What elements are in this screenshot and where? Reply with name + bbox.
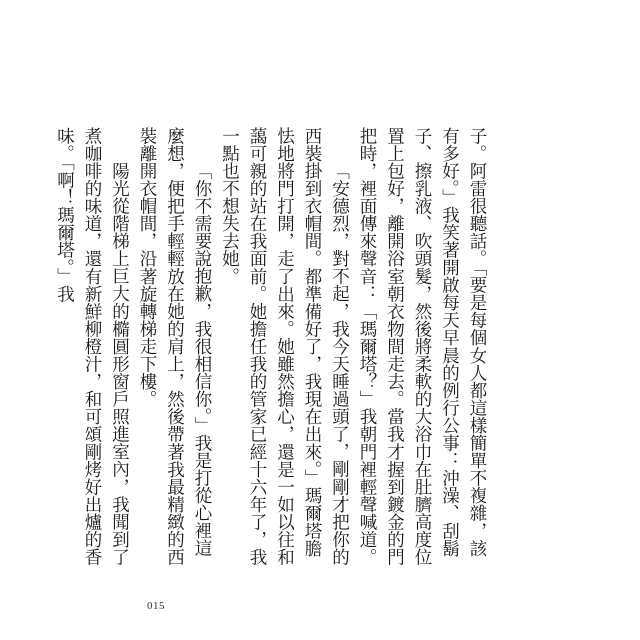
vertical-text-block: [50, 127, 490, 567]
paragraph: 「你不需要說抱歉，我很相信你。」我是打從心裡這麼想，便把手輕輕放在她的肩上，然後帶著我最精緻的西裝離開衣帽間，沿著旋轉梯走下樓。: [137, 127, 212, 566]
paragraph: 陽光從階梯上巨大的橢圓形窗戶照進室內，我聞到了煮咖啡的味道，還有新鮮柳橙汁，和可頌剛烤好出爐的香味。「啊！瑪爾塔。」我: [54, 127, 130, 566]
paragraph: 「安德烈，對不起，我今天睡過頭了，剛剛才把你的西裝掛到衣帽間。都準備好了，我現在出來。」瑪爾塔膽怯地將門打開，走了出來。她雖然擔心，還是一如以往和藹可親的站在我面前。她擔任我的管家已經十六年了，我一點也不想失去她。: [219, 127, 350, 566]
page-number: 015: [147, 600, 165, 612]
paragraph: 子。阿雷很聽話。「要是每個女人都這樣簡單不複雜，該有多好。」我笑著開啟每天早晨的例行公事：沖澡、刮鬍子、擦乳液、吹頭髮，然後將柔軟的大浴巾在肚臍高度位置上包好，離開浴室朝衣物間走去。當我才握到鍍金的門把時，裡面傳來聲音：「瑪爾塔？」我朝門裡輕聲喊道。: [357, 127, 487, 566]
